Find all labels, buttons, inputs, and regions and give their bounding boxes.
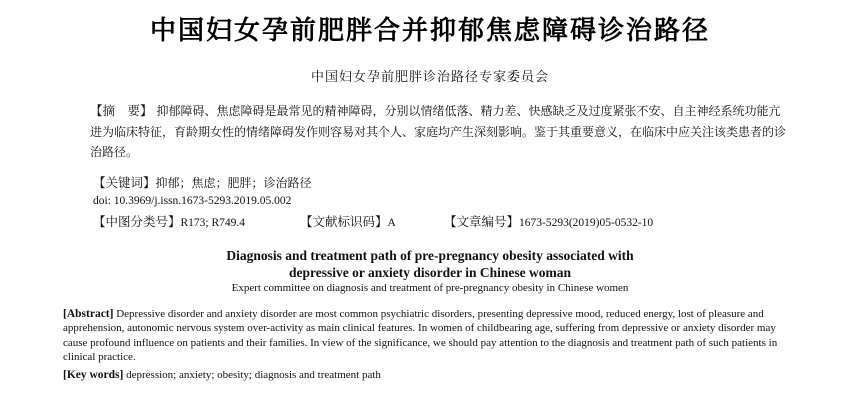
document-code-label: 【文献标识码】 [300,214,388,229]
author-group-english: Expert committee on diagnosis and treatment of pre-pregnancy obesity in Chinese women [231,282,629,294]
document-code-value: A [387,217,396,229]
abstract-text-english: Depressive disorder and anxiety disorder are most common psychiatric disorders, presenting depressive mood, reduced energy, lost of pleasure and apprehension, autonomic nervous system over-activity as main clinical features. In women of childbearing age, suffering from depressive or anxiety disorder may cause profound influence on patients and their families. In view of the significance, we should pay attention to the diagnosis and treatment path of such patients in clinical practice. [63,308,778,363]
article-number-value: 1673-5293(2019)05-0532-10 [519,217,654,229]
article-title-english-line-2: depressive or anxiety disorder in Chinese woman [288,265,571,280]
abstract-english [63,307,797,364]
article-title-english [0,247,860,281]
keywords-label-chinese: 【关键词】 [93,175,156,190]
keywords-text-chinese: 抑郁；焦虑；肥胖；诊治路径 [155,176,312,190]
keywords-english [63,369,797,381]
doi-line: doi: 10.3969/j.issn.1673-5293.2019.05.002 [93,195,292,207]
article-number [444,212,653,230]
abstract-text-chinese: 抑郁障碍、焦虑障碍是最常见的精神障碍，分别以情绪低落、精力差、快感缺乏及过度紧张不安、自主神经系统功能亢进为临床特征，育龄期女性的情绪障碍发作则容易对其个人、家庭均产生深刻影响。鉴于其重要意义，在临床中应关注该类患者的诊治路径。 [90,104,787,159]
keywords-text-english: depression; anxiety; obesity; diagnosis and treatment path [126,369,381,381]
abstract-label-english: [Abstract] [63,308,114,320]
keywords-label-english: [Key words] [63,369,124,381]
clc-value: R173; R749.4 [180,217,246,229]
article-title-chinese: 中国妇女孕前肥胖合并抑郁焦虑障碍诊治路径 [149,16,710,46]
abstract-label-chinese: 【摘 要】 [90,103,153,118]
clc-label: 【中图分类号】 [93,214,181,229]
clc-number [93,212,245,230]
article-title-english-line-1: Diagnosis and treatment path of pre-pregnancy obesity associated with [226,248,634,263]
keywords-chinese [93,174,793,192]
article-number-label: 【文章编号】 [444,214,520,229]
abstract-chinese [90,101,790,163]
author-group-chinese: 中国妇女孕前肥胖诊治路径专家委员会 [310,70,549,85]
document-code [300,212,396,230]
